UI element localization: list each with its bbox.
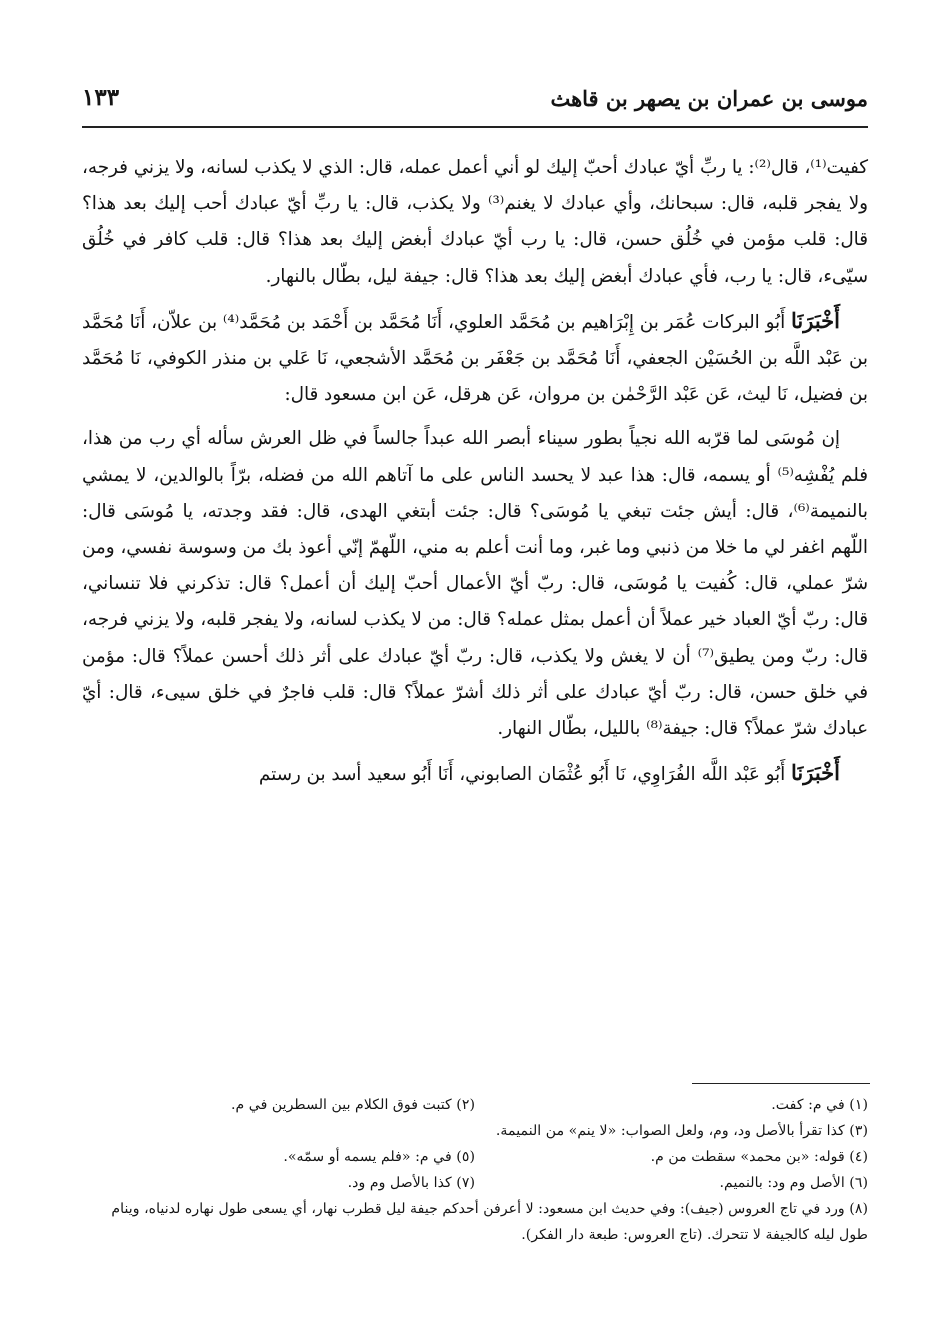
footnote-row [82,1170,868,1196]
footnote-3: (٣) كذا تقرأ بالأصل ود، وم، ولعل الصواب: «لا ينم» من النميمة. [495,1123,868,1139]
footnote-2: (٢) كتبت فوق الكلام بين السطرين في م. [230,1097,475,1113]
footnote-6: (٦) الأصل وم ود: بالنميم. [719,1175,868,1191]
main-text [82,150,868,793]
paragraph-4-text: أَبُو عَبْد اللَّه الفُرَاوِي، نَا أَبُو عُثْمَان الصابوني، أَنَا أَبُو سعيد أسد بن رستم [258,764,792,786]
paragraph-spacer [82,413,868,421]
paragraph-3: إن مُوسَى لما قرّبه الله نجياً بطور سيناء أبصر الله عبداً جالساً في ظل العرش سأله أي رب من هذا، فلم يُفْشِه⁽⁵⁾ أو يسمه، قال: هذا عبد لا يحسد الناس على ما آتاهم الله من فضله، برّاً بالوالدين، لا يمشي بالنميمة⁽⁶⁾، قال: أيش جئت تبغي يا مُوسَى؟ قال: جئت أبتغي الهدى، قال: فقد وجدته، يا مُوسَى قال: اللّهم اغفر لي ما خلا من ذنبي وما غبر، وما أنت أعلم به مني، اللّهمّ إنّي أعوذ بك من وسوسة نفسي، ومن شرّ عملي، قال: كُفيت يا مُوسَى، قال: ربّ أيّ الأعمال أحبّ إليك أن أعمل؟ قال: تذكرني فلا تنساني، قال: ربّ أيّ العباد خير عملاً أن أعمل بمثل عمله؟ قال: من لا يكذب لسانه، ولا يفجر قلبه، ولا يزني فرجه، قال: ربّ ومن يطيق⁽⁷⁾ أن لا يغش ولا يكذب، قال: ربّ أيّ عبادك على أثر ذلك أحسن عملاً؟ قال: مؤمن في خلق حسن، قال: ربّ أيّ عبادك على أثر ذلك أشرّ عملاً؟ قال: قلب فاجرٌ في خلق سيىء، قال: أيّ عبادك شرّ عملاً؟ قال: جيفة⁽⁸⁾ بالليل، بطّال النهار. [82,428,868,740]
page-number: ١٣٣ [82,84,120,111]
footnote-separator [692,1083,870,1084]
footnotes [82,1092,868,1248]
paragraph-spacer [82,295,868,303]
header-rule [82,126,868,128]
running-header [82,86,868,120]
footnote-row [82,1196,868,1248]
paragraph-4-lead-word: أَخْبَرَنَا [791,760,840,786]
paragraph-2-text: أَبُو البركات عُمَر بن إِبْرَاهيم بن مُحَمَّد العلوي، أَنَا مُحَمَّد بن أَحْمَد بن مُحَمَّد⁽⁴⁾ بن علاّن، أَنَا مُحَمَّد بن عَبْد اللَّه بن الحُسَيْن الجعفي، أَنَا مُحَمَّد بن جَعْفَر بن مُحَمَّد الأشجعي، نَا عَلي بن منذر الكوفي، نَا مُحَمَّد بن فضيل، نَا ليث، عَن عَبْد الرَّحْمٰن بن مروان، عَن هرقل، عَن ابن مسعود قال: [82,311,868,406]
footnote-row [82,1144,868,1170]
footnote-1: (١) في م: كفت. [771,1097,868,1113]
paragraph-spacer [82,747,868,755]
running-title: موسى بن عمران بن يصهر بن قاهث [550,86,868,111]
footnote-5: (٥) في م: «فلم يسمه أو سمّه». [283,1149,475,1165]
paragraph-4 [82,755,868,793]
paragraph-1: كفيت⁽¹⁾، قال⁽²⁾: يا ربِّ أيّ عبادك أحبّ إليك لو أني أعمل عمله، قال: الذي لا يكذب لسانه، ولا يزني فرجه، ولا يفجر قلبه، قال: سبحانك، وأي عبادك لا يغنم⁽³⁾ ولا يكذب، قال: يا ربِّ أيّ عبادك أحب إليك بعد هذا؟ قال: قلب مؤمن في خُلُق حسن، قال: يا رب أيّ عبادك أبغض إليك بعد هذا؟ قال: قلب كافر في خُلُق سيّىء، قال: يا رب، فأي عبادك أبغض إليك بعد هذا؟ قال: جيفة ليل، بطّال بالنهار. [82,157,868,287]
paragraph-2-lead-word: أَخْبَرَنَا [791,307,840,333]
paragraph-2 [82,303,868,414]
footnote-row [82,1092,868,1118]
footnote-4: (٤) قوله: «بن محمد» سقطت من م. [650,1149,868,1165]
footnote-row [82,1118,868,1144]
footnote-7: (٧) كذا بالأصل وم ود. [347,1175,475,1191]
footnote-8: (٨) ورد في تاج العروس (جيف): وفي حديث ابن مسعود: لا أعرفن أحدكم جيفة ليل قطرب نهار، أي يسعى طول نهاره لدنياه، وينام طول ليله كالجيفة لا تتحرك. (تاج العروس: طبعة دار الفكر). [111,1201,868,1243]
